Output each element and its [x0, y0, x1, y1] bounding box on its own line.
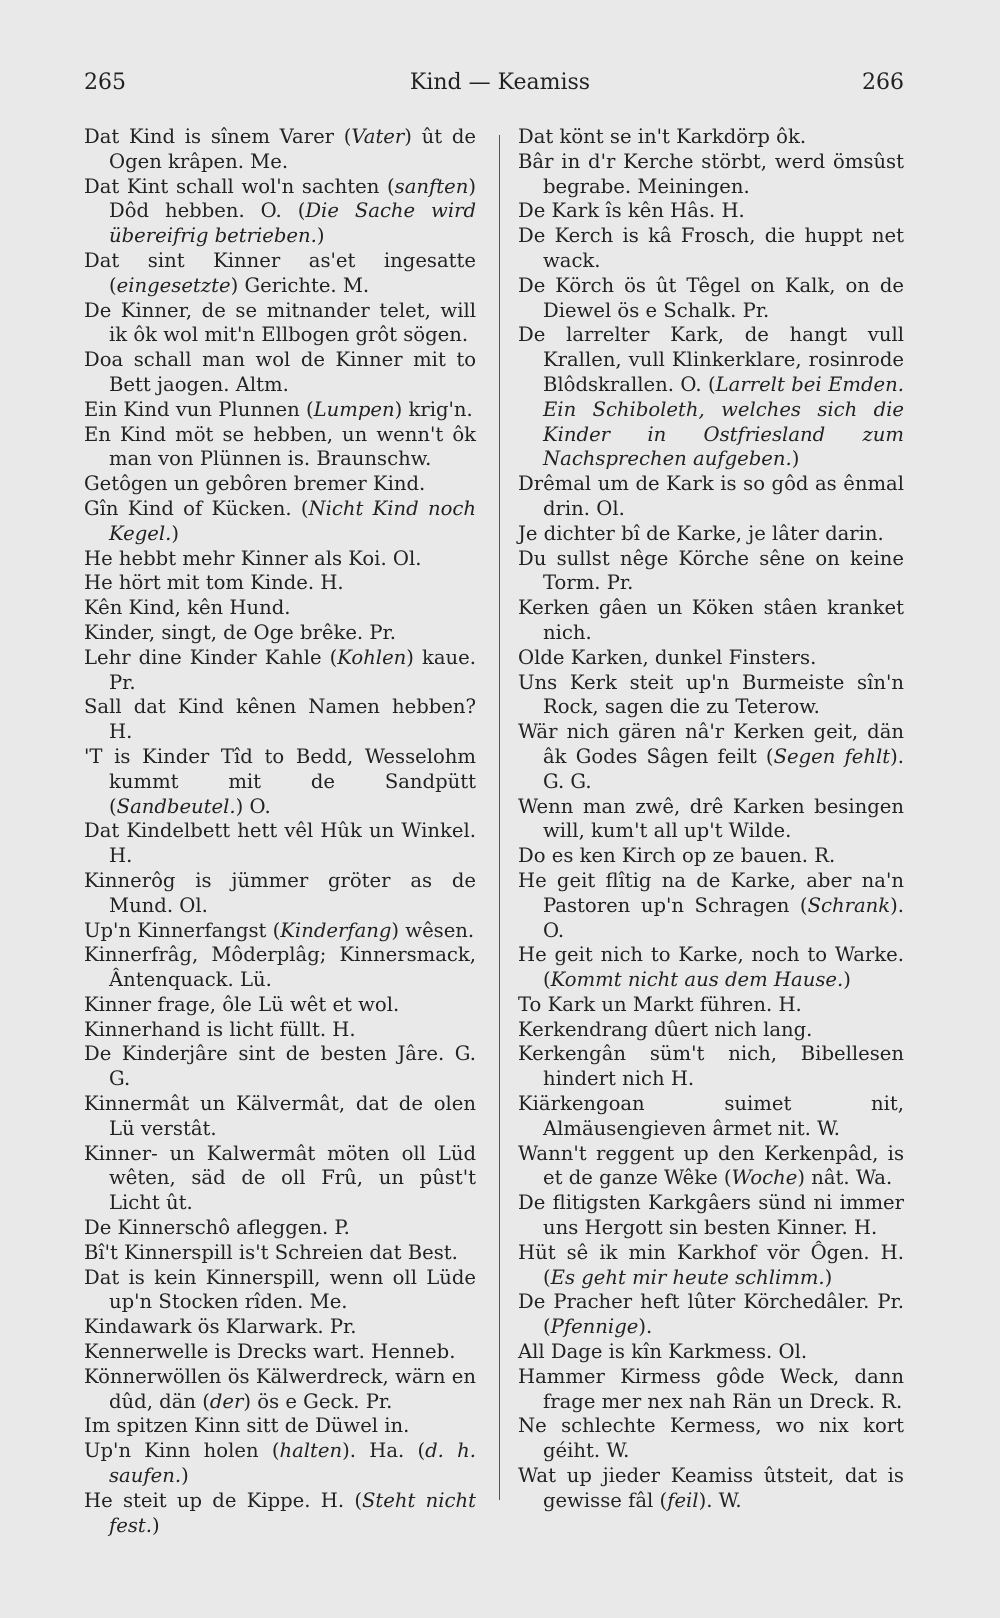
- proverb-entry: Do es ken Kirch op ze bauen. R.: [518, 844, 836, 868]
- page-number-right: 266: [862, 70, 904, 95]
- proverb-entry: Ein Kind vun Plunnen (Lumpen) krig'n.: [84, 397, 473, 421]
- proverb-entry: Hammer Kirmess gôde Weck, dann frage mer nex nah Rän un Dreck. R.: [518, 1364, 904, 1413]
- running-title: Kind — Keamiss: [409, 70, 591, 95]
- column-divider: [499, 135, 500, 1500]
- proverb-entry: He geit flîtig na de Karke, aber na'n Pastoren up'n Schragen (Schrank). O.: [518, 868, 904, 942]
- proverb-entry: Könnerwöllen ös Kälwerdreck, wärn en dûd, dän (der) ös e Geck. Pr.: [84, 1364, 476, 1413]
- right-column: [518, 125, 904, 1514]
- proverb-entry: 'T is Kinder Tîd to Bedd, Wesselohm kummt mit de Sandpütt (Sandbeutel.) O.: [84, 744, 476, 818]
- proverb-entry: Dat Kindelbett hett vêl Hûk un Winkel. H.: [84, 819, 476, 868]
- proverb-entry: Wat up jieder Keamiss ûtsteit, dat is gewisse fâl (feil). W.: [518, 1464, 904, 1512]
- proverb-entry: Lehr dine Kinder Kahle (Kohlen) kaue. Pr.: [84, 645, 476, 694]
- proverb-entry: Hüt sê ik min Karkhof vör Ôgen. H. (Es geht mir heute schlimm.): [518, 1240, 904, 1289]
- proverb-entry: Doa schall man wol de Kinner mit to Bett jaogen. Altm.: [84, 348, 476, 396]
- proverb-entry: De Kerch is kâ Frosch, die huppt net wack.: [518, 224, 904, 272]
- proverb-entry: Kinnermât un Kälvermât, dat de olen Lü verstât.: [84, 1092, 476, 1140]
- proverb-entry: Dat sint Kinner as'et ingesatte (eingesetzte) Gerichte. M.: [84, 248, 476, 297]
- proverb-entry: De Kinnerschô afleggen. P.: [84, 1216, 350, 1240]
- proverb-entry: Drêmal um de Kark is so gôd as ênmal drin. Ol.: [518, 472, 904, 520]
- proverb-entry: De Kark îs kên Hâs. H.: [518, 199, 745, 223]
- proverb-entry: He hört mit tom Kinde. H.: [84, 571, 344, 595]
- proverb-entry: De larrelter Kark, de hangt vull Krallen, vull Klinkerklare, rosinrode Blôdskrallen. O. (Larrelt bei Emden. Ein Schiboleth, welches sich die Kinder in Ostfriesland zum Nachsprechen aufgeben.): [518, 323, 904, 471]
- proverb-entry: Kindawark ös Klarwark. Pr.: [84, 1315, 357, 1339]
- proverb-entry: Kerkendrang dûert nich lang.: [518, 1017, 813, 1041]
- page-number-left: 265: [84, 70, 126, 95]
- page-header: [0, 70, 1000, 110]
- proverb-entry: Up'n Kinnerfangst (Kinderfang) wêsen.: [84, 918, 475, 942]
- proverb-entry: Im spitzen Kinn sitt de Düwel in.: [84, 1414, 410, 1438]
- proverb-entry: De flitigsten Karkgâers sünd ni immer uns Hergott sin besten Kinner. H.: [518, 1191, 904, 1240]
- proverb-entry: Kinder, singt, de Oge brêke. Pr.: [84, 620, 396, 644]
- proverb-entry: Olde Karken, dunkel Finsters.: [518, 645, 817, 669]
- proverb-entry: Kerken gâen un Köken stâen kranket nich.: [518, 596, 904, 644]
- proverb-entry: Kinner- un Kalwermât möten oll Lüd wêten, säd de oll Frû, un pûst't Licht ût.: [84, 1141, 476, 1215]
- proverb-entry: He steit up de Kippe. H. (Steht nicht fest.): [84, 1488, 476, 1537]
- proverb-entry: Uns Kerk steit up'n Burmeiste sîn'n Rock, sagen die zu Teterow.: [518, 670, 904, 719]
- proverb-entry: Kerkengân süm't nich, Bibellesen hindert nich H.: [518, 1042, 904, 1091]
- proverb-entry: Gîn Kind of Kücken. (Nicht Kind noch Kegel.): [84, 496, 476, 545]
- proverb-entry: Wann't reggent up den Kerkenpâd, is et de ganze Wêke (Woche) nât. Wa.: [518, 1141, 904, 1190]
- proverb-entry: Bâr in d'r Kerche störbt, werd ömsûst begrabe. Meiningen.: [518, 149, 904, 198]
- proverb-entry: He hebbt mehr Kinner als Koi. Ol.: [84, 546, 422, 570]
- proverb-entry: Ne schlechte Kermess, wo nix kort géiht. W.: [518, 1414, 904, 1463]
- proverb-entry: Wenn man zwê, drê Karken besingen will, kum't all up't Wilde.: [518, 794, 904, 843]
- proverb-entry: Kinnerfrâg, Môderplâg; Kinnersmack, Ântenquack. Lü.: [84, 943, 476, 992]
- proverb-entry: Dat is kein Kinnerspill, wenn oll Lüde up'n Stocken rîden. Me.: [84, 1265, 476, 1314]
- proverb-entry: Sall dat Kind kênen Namen hebben? H.: [84, 695, 476, 744]
- proverb-entry: Je dichter bî de Karke, je lâter darin.: [518, 521, 884, 545]
- proverb-entry: Dat Kint schall wol'n sachten (sanften) Dôd hebben. O. (Die Sache wird übereifrig betrieben.): [84, 174, 476, 248]
- proverb-entry: To Kark un Markt führen. H.: [518, 992, 802, 1016]
- proverb-entry: En Kind möt se hebben, un wenn't ôk man von Plünnen is. Braunschw.: [84, 422, 476, 471]
- left-column: [84, 125, 476, 1538]
- proverb-entry: Dat Kind is sînem Varer (Vater) ût de Ogen krâpen. Me.: [84, 125, 477, 173]
- proverb-entry: Du sullst nêge Körche sêne on keine Torm. Pr.: [518, 546, 904, 595]
- proverb-entry: De Kinner, de se mitnander telet, will ik ôk wol mit'n Ellbogen grôt sögen.: [84, 298, 476, 347]
- proverb-entry: Getôgen un gebôren bremer Kind.: [84, 472, 426, 496]
- proverb-entry: De Kinderjâre sint de besten Jâre. G. G.: [84, 1042, 476, 1091]
- proverb-entry: Kinner frage, ôle Lü wêt et wol.: [84, 992, 400, 1016]
- proverb-entry: De Körch ös ût Têgel on Kalk, on de Diewel ös e Schalk. Pr.: [518, 273, 904, 322]
- proverb-entry: He geit nich to Karke, noch to Warke. (Kommt nicht aus dem Hause.): [518, 943, 904, 992]
- proverb-entry: Up'n Kinn holen (halten). Ha. (d. h. saufen.): [84, 1439, 476, 1488]
- proverb-entry: De Pracher heft lûter Körchedâler. Pr. (Pfennige).: [518, 1290, 904, 1339]
- proverb-entry: All Dage is kîn Karkmess. Ol.: [518, 1340, 808, 1364]
- proverb-entry: Kên Kind, kên Hund.: [84, 596, 291, 620]
- proverb-entry: Kinnerôg is jümmer gröter as de Mund. Ol.: [84, 868, 476, 917]
- proverb-entry: Kinnerhand is licht füllt. H.: [84, 1017, 356, 1041]
- proverb-entry: Dat könt se in't Karkdörp ôk.: [518, 125, 807, 148]
- proverb-entry: Kiärkengoan suimet nit, Almäusengieven ârmet nit. W.: [518, 1092, 904, 1140]
- proverb-entry: Wär nich gären nâ'r Kerken geit, dän âk Godes Sâgen feilt (Segen fehlt). G. G.: [518, 720, 904, 793]
- proverb-entry: Bî't Kinnerspill is't Schreien dat Best.: [84, 1240, 458, 1264]
- proverb-entry: Kennerwelle is Drecks wart. Henneb.: [84, 1340, 456, 1364]
